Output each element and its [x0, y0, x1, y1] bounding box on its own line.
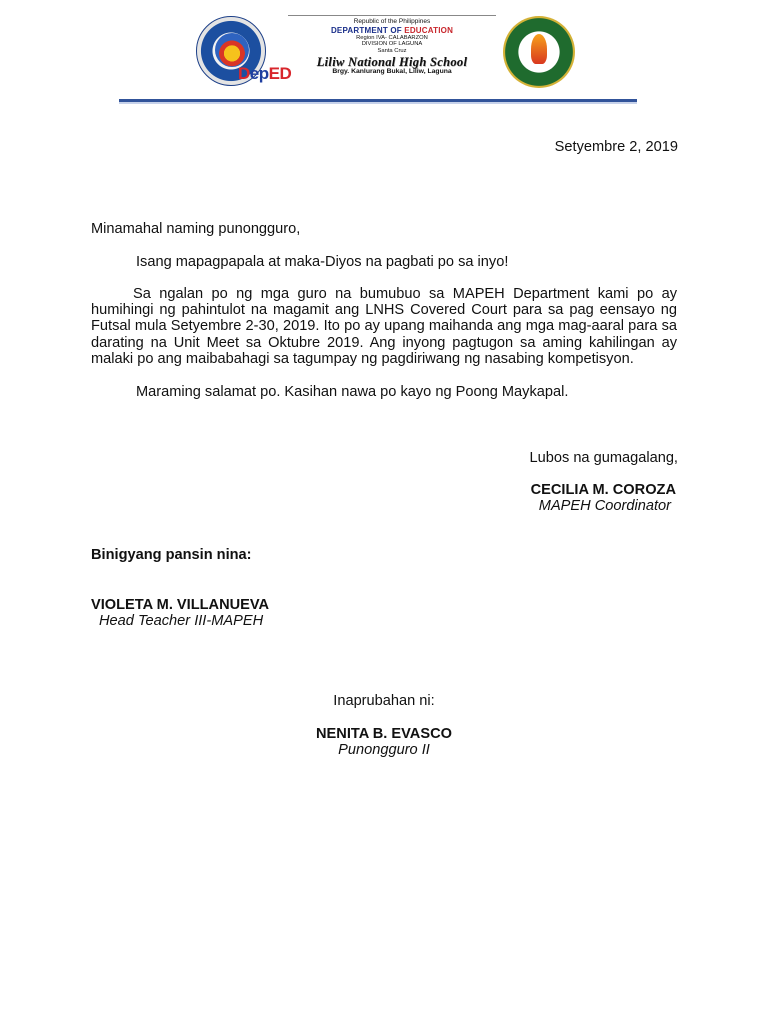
- republic-line: Republic of the Philippines: [353, 18, 431, 25]
- body-paragraph: [91, 286, 677, 367]
- city-line: Santa Cruz: [377, 48, 407, 55]
- head-teacher-name: VIOLETA M. VILLANUEVA: [91, 597, 270, 613]
- letterhead-header: [288, 15, 496, 84]
- school-address: Brgy. Kanlurang Bukal, Liliw, Laguna: [332, 68, 452, 76]
- approved-by-label: Inaprubahan ni:: [333, 693, 435, 709]
- sender-title: MAPEH Coordinator: [538, 498, 671, 514]
- salutation: Minamahal naming punongguro,: [91, 221, 301, 237]
- principal-title: Punongguro II: [338, 742, 430, 758]
- header-divider: [119, 99, 637, 104]
- division-line: DIVISION OF LAGUNA: [361, 41, 423, 48]
- department-prefix: DEPARTMENT OF: [330, 25, 405, 35]
- body-text: Sa ngalan po ng mga guro na bumubuo sa MAPEH Department kami po ay humihingi ng pahintulot na magamit ang LNHS Covered Court para sa pag eensayo ng Futsal mula Setyembre 2-30, 2019. Ito po ay upang maihanda ang mga mag-aaral para sa darating na Unit Meet sa Oktubre 2019. Ang inyong pagtugon sa aming kahilingan ay malaki po ang maibabahagi sa tagumpay ng pagdiriwang ng nasabing kompetisyon.: [91, 286, 677, 367]
- school-seal: [503, 16, 575, 88]
- department-line: [288, 27, 496, 35]
- school-name: Liliw National High School: [316, 54, 468, 69]
- principal-name: NENITA B. EVASCO: [316, 726, 452, 742]
- head-teacher-title: Head Teacher III-MAPEH: [99, 613, 264, 629]
- sender-name: CECILIA M. COROZA: [530, 482, 676, 498]
- department-suffix: EDUCATION: [404, 25, 454, 35]
- greeting: Isang mapagpapala at maka-Diyos na pagbati po sa inyo!: [136, 254, 509, 270]
- deped-logo: DepED: [238, 64, 292, 83]
- torch-icon: [531, 34, 547, 64]
- closing: Lubos na gumagalang,: [529, 450, 678, 466]
- letter-date: Setyembre 2, 2019: [554, 139, 678, 155]
- seal-emblem: [215, 33, 249, 67]
- region-line: Region IVA- CALABARZON: [356, 34, 428, 41]
- noted-by-label: Binigyang pansin nina:: [91, 547, 252, 563]
- thanks-line: Maraming salamat po. Kasihan nawa po kayo ng Poong Maykapal.: [136, 384, 569, 400]
